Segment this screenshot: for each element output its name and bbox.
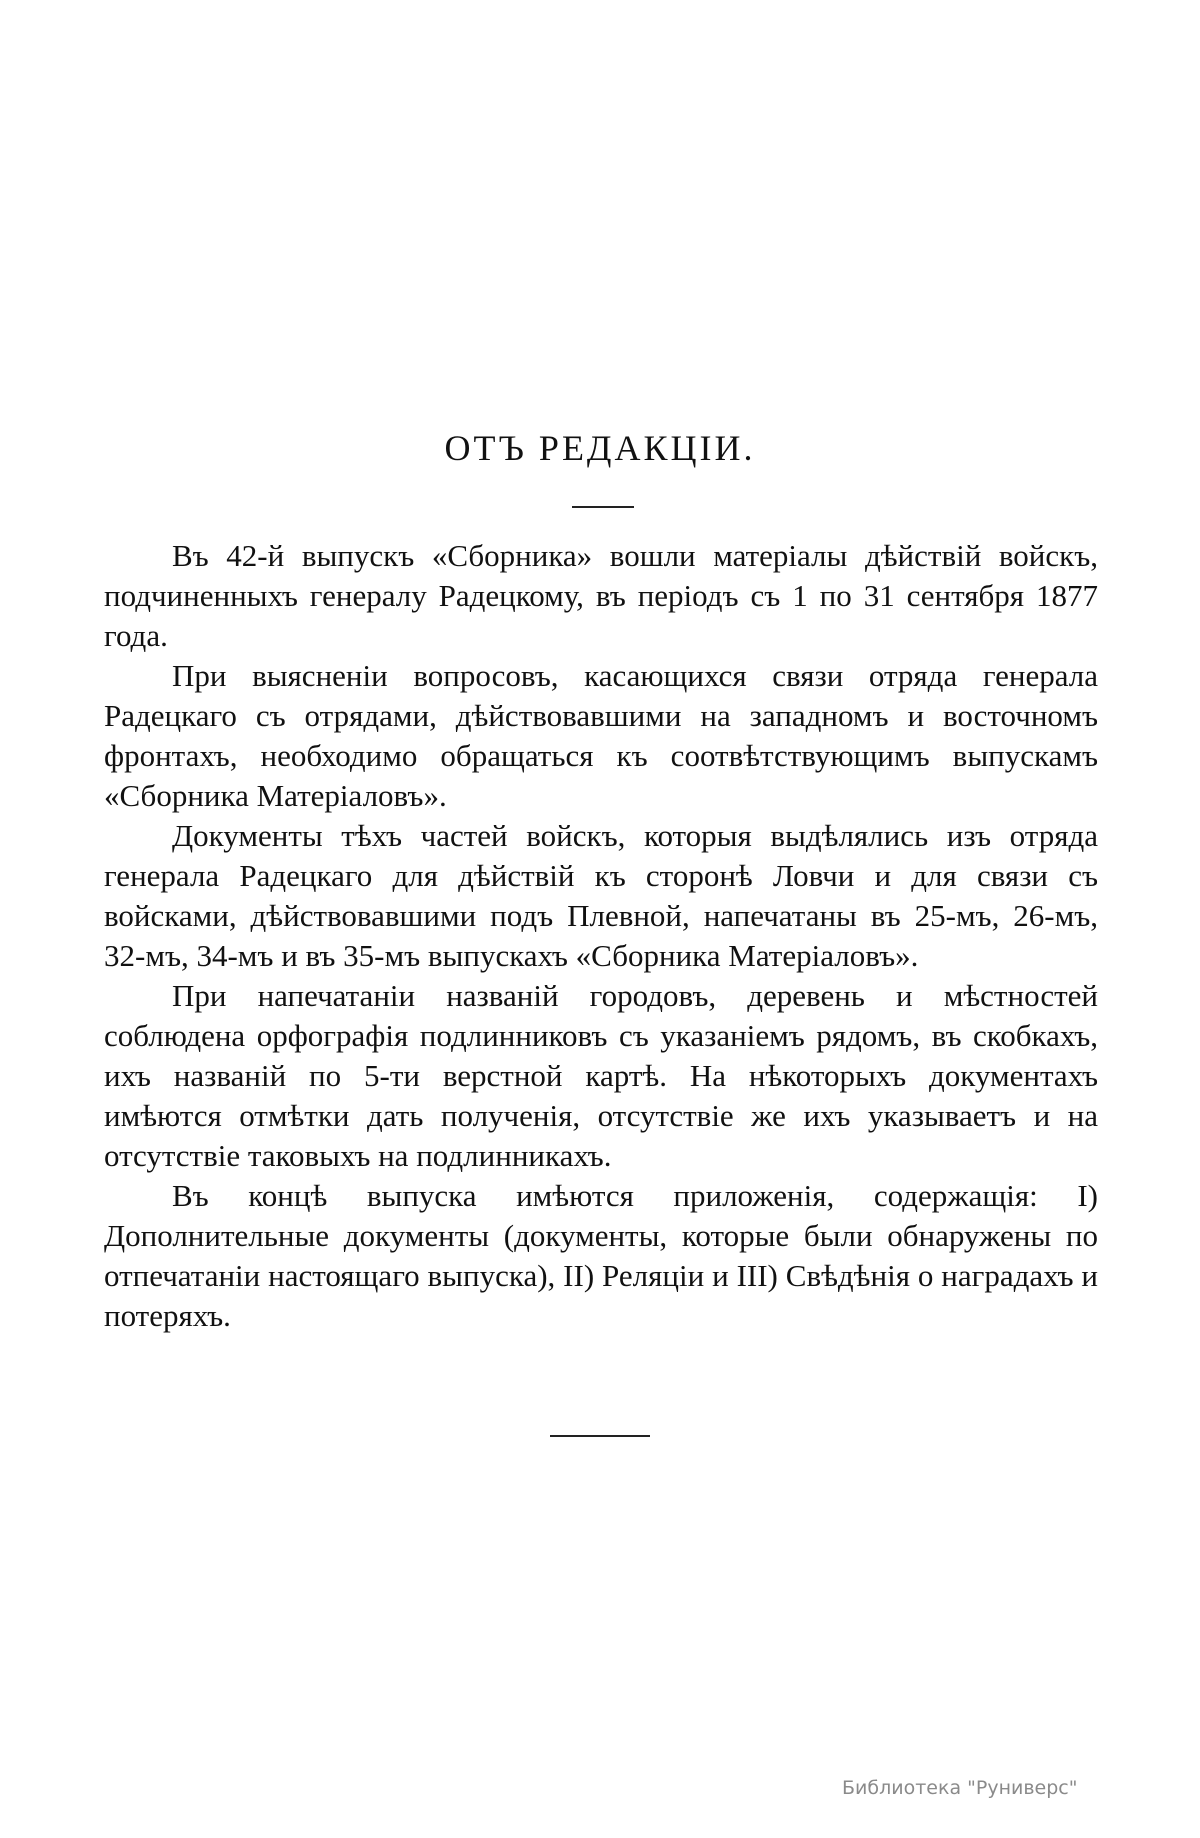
paragraph-2: При выясненіи вопросовъ, касающихся связи отряда генерала Радецкаго съ отрядами, дѣйствовавшими на западномъ и восточномъ фронтахъ, необходимо обращаться къ соотвѣтствующимъ выпускамъ «Сборника Матеріаловъ».: [104, 658, 1098, 813]
paragraph-1: Въ 42-й выпускъ «Сборника» вошли матеріалы дѣйствій войскъ, подчиненныхъ генералу Радецкому, въ періодъ съ 1 по 31 сентября 1877 года.: [104, 538, 1098, 653]
body-text: [104, 536, 1098, 1336]
paragraph-3: Документы тѣхъ частей войскъ, которыя выдѣлялись изъ отряда генерала Радецкаго для дѣйствій къ сторонѣ Ловчи и для связи съ войсками, дѣйствовавшими подъ Плевной, напечатаны въ 25-мъ, 26-мъ, 32-мъ, 34-мъ и въ 35-мъ выпускахъ «Сборника Матеріаловъ».: [104, 818, 1098, 973]
page-title: ОТЪ РЕДАКЦІИ.: [444, 428, 756, 468]
paragraph-5: Въ концѣ выпуска имѣются приложенія, содержащія: I) Дополнительные документы (документы, которые были обнаружены по отпечатаніи настоящаго выпуска), II) Реляціи и III) Свѣдѣнія о наградахъ и потеряхъ.: [104, 1178, 1098, 1333]
paragraph-4: При напечатаніи названій городовъ, деревень и мѣстностей соблюдена орфографія подлинниковъ съ указаніемъ рядомъ, въ скобкахъ, ихъ названій по 5-ти верстной картѣ. На нѣкоторыхъ документахъ имѣются отмѣтки дать полученія, отсутствіе же ихъ указываетъ и на отсутствіе таковыхъ на подлинникахъ.: [104, 978, 1098, 1173]
library-watermark: Библиотека "Руниверс": [842, 1777, 1078, 1799]
end-divider: [550, 1435, 650, 1437]
title-divider: [572, 506, 634, 508]
